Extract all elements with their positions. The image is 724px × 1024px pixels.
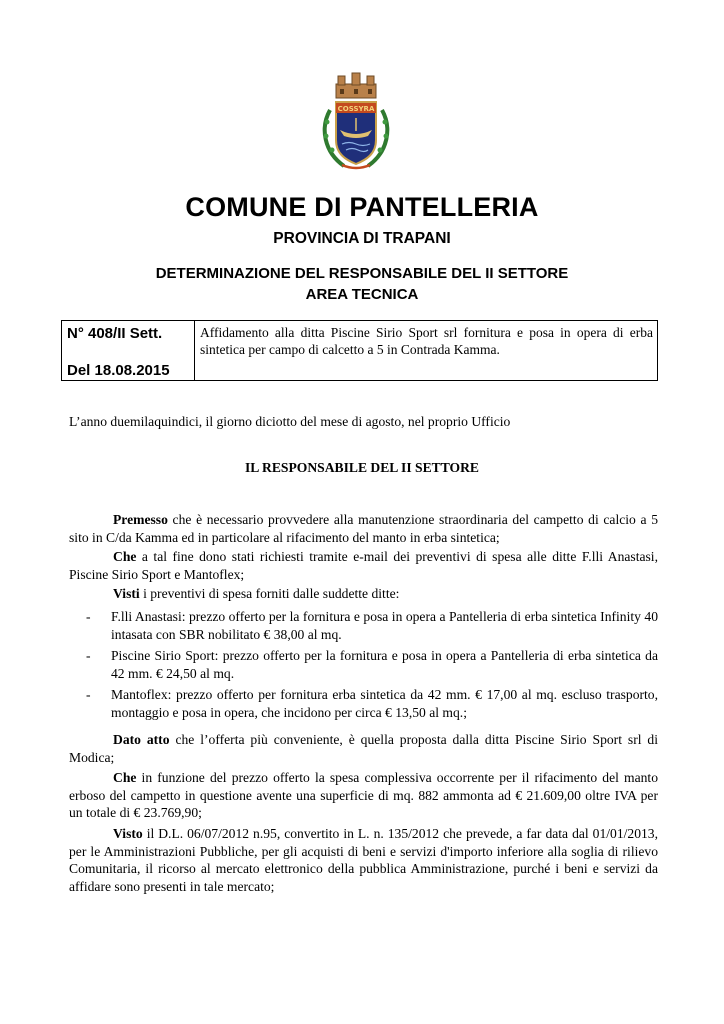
paragraph-lead: Premesso — [113, 512, 168, 527]
list-item-text: Mantoflex: prezzo offerto per fornitura erba sintetica da 42 mm. € 17,00 al mq. escluso trasporto, montaggio e posa in opera, che incidono per circa € 13,50 al mq.; — [111, 687, 658, 720]
paragraph-lead: Dato atto — [113, 732, 170, 747]
paragraph-text: a tal fine dono stati richiesti tramite e-mail dei preventivi di spesa alle ditte F.lli Anastasi, Piscine Sirio Sport e Mantoflex; — [69, 549, 658, 582]
reference-box — [61, 320, 658, 381]
paragraph-text: che è necessario provvedere alla manutenzione straordinaria del campetto di calcio a 5 sito in C/da Kamma ed in particolare al rifacimento del manto in erba sintetica; — [69, 512, 658, 545]
municipality-title: COMUNE DI PANTELLERIA — [185, 192, 539, 222]
paragraph-dato-atto — [69, 731, 658, 766]
paragraph-text: in funzione del prezzo offerto la spesa complessiva occorrente per il rifacimento del manto erboso del campetto in questione avente una superficie di mq. 882 ammonta ad € 21.609,00 oltre IVA per un totale di € 23.769,90; — [69, 770, 658, 820]
list-item — [69, 686, 658, 721]
list-dash: - — [86, 648, 91, 663]
paragraph-visti — [69, 585, 658, 603]
paragraph-premesso — [69, 511, 658, 546]
offers-list — [69, 608, 658, 725]
determination-number: N° 408/II Sett. — [67, 325, 163, 342]
reference-id-cell — [62, 321, 195, 380]
municipal-crest-logo — [316, 70, 396, 174]
determination-date: Del 18.08.2015 — [67, 362, 170, 379]
intro-paragraph: L’anno duemilaquindici, il giorno diciotto del mese di agosto, nel proprio Ufficio — [69, 414, 511, 429]
list-item — [69, 647, 658, 682]
paragraph-lead: Visti — [113, 586, 140, 601]
paragraph-text: che l’offerta più conveniente, è quella proposta dalla ditta Piscine Sirio Sport srl di Modica; — [69, 732, 658, 765]
svg-text:COSSYRA: COSSYRA — [337, 105, 375, 113]
list-item-text: Piscine Sirio Sport: prezzo offerto per la fornitura e posa in opera a Pantelleria di erba sintetica da 42 mm. € 24,50 al mq. — [111, 648, 658, 681]
paragraph-text: il D.L. 06/07/2012 n.95, convertito in L. n. 135/2012 che prevede, a far data dal 01/01/2013, per le Amministrazioni Pubbliche, per gli acquisti di beni e servizi d'importo inferiore alla soglia di rilievo Comunitaria, il ricorso al mercato elettronico della pubblica Amministrazione, purché i beni e servizi da affidare sono presenti in tale mercato; — [69, 826, 658, 894]
section-heading: IL RESPONSABILE DEL II SETTORE — [245, 460, 479, 475]
paragraph-lead: Che — [113, 770, 137, 785]
determination-heading: DETERMINAZIONE DEL RESPONSABILE DEL II SETTORE — [155, 265, 569, 282]
list-dash: - — [86, 687, 91, 702]
paragraph-lead: Visto — [113, 826, 143, 841]
paragraph-visto — [69, 825, 658, 895]
paragraph-che-spesa — [69, 769, 658, 822]
province-subtitle: PROVINCIA DI TRAPANI — [273, 230, 451, 247]
paragraph-text: i preventivi di spesa forniti dalle suddette ditte: — [139, 586, 400, 601]
list-item-text: F.lli Anastasi: prezzo offerto per la fornitura e posa in opera a Pantelleria di erba sintetica Infinity 40 intasata con SBR nobilitato € 38,00 al mq. — [111, 609, 658, 642]
list-dash: - — [86, 609, 91, 624]
paragraph-lead: Che — [113, 549, 137, 564]
list-item — [69, 608, 658, 643]
paragraph-che — [69, 548, 658, 583]
determination-subject: Affidamento alla ditta Piscine Sirio Sport srl fornitura e posa in opera di erba sintetica per campo di calcetto a 5 in Contrada Kamma. — [200, 325, 653, 357]
area-heading: AREA TECNICA — [305, 286, 419, 303]
